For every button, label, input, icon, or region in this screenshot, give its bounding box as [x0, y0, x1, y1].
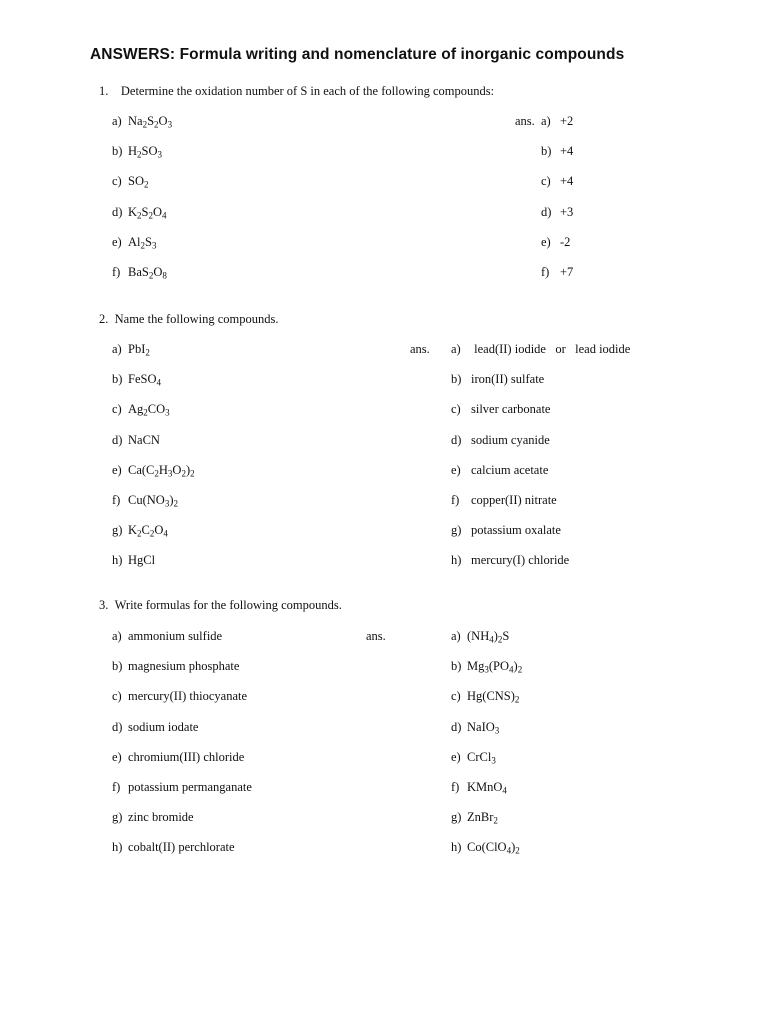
compound-formula: $Ag_2CO_3$ [128, 402, 170, 419]
item-letter: h) [112, 553, 123, 568]
item-letter: b) [112, 144, 123, 159]
answer-formula: CrCl$_3$ [467, 749, 496, 766]
item-letter: a) [112, 629, 122, 643]
compound-name-answer: iron(II) sulfate [471, 372, 545, 387]
item-letter: g) [112, 523, 123, 538]
answer-letter: f) [541, 265, 550, 279]
compound-name: cobalt(II) perchlorate [128, 840, 235, 855]
compound-formula: $Al_2S_3$ [128, 234, 157, 251]
item-letter: b) [112, 372, 123, 387]
q3-prompt: 3. Write formulas for the following compounds. [99, 598, 342, 612]
answer-letter: a) [451, 629, 461, 643]
compound-name-answer: sodium cyanide [471, 432, 550, 447]
answer-letter: h) [451, 840, 462, 855]
answer-letter: a) [541, 114, 551, 128]
oxidation-number: +4 [560, 174, 574, 189]
compound-name: zinc bromide [128, 810, 194, 825]
compound-formula: $K_2S_2O_4$ [128, 204, 167, 221]
item-letter: e) [112, 462, 122, 477]
answer-letter: d) [541, 204, 552, 219]
item-letter: a) [112, 114, 122, 128]
item-letter: g) [112, 810, 123, 825]
item-letter: d) [112, 204, 123, 219]
item-letter: d) [112, 719, 123, 734]
item-letter: d) [112, 432, 123, 447]
compound-formula: NaCN [128, 432, 160, 447]
item-letter: f) [112, 265, 121, 279]
answer-letter: b) [451, 659, 462, 674]
item-letter: e) [112, 749, 122, 764]
answer-letter: h) [451, 553, 462, 568]
compound-name: mercury(II) thiocyanate [128, 689, 248, 704]
answer-letter: a) [451, 342, 461, 356]
item-letter: c) [112, 689, 122, 704]
compound-formula: $K_2C_2O_4$ [128, 523, 168, 539]
answer-letter: c) [451, 689, 461, 704]
answer-letter: d) [451, 432, 462, 447]
oxidation-number: +2 [560, 114, 574, 128]
answer-formula: KMnO$_4$ [467, 780, 507, 796]
compound-name-answer: silver carbonate [471, 402, 551, 417]
compound-name: potassium permanganate [128, 780, 252, 794]
compound-name-answer: calcium acetate [471, 462, 549, 477]
answer-formula: NaIO$_3$ [467, 719, 500, 736]
compound-formula: PbI$_2$ [128, 342, 150, 358]
answer-letter: b) [451, 372, 462, 387]
item-letter: f) [112, 493, 121, 507]
answer-formula: $Mg_3(PO_4)_2$ [467, 659, 523, 675]
answer-letter: d) [451, 719, 462, 734]
compound-name: magnesium phosphate [128, 659, 240, 674]
answer-formula: $Co(ClO_4)_2$ [467, 840, 520, 857]
answer-letter: e) [451, 749, 461, 764]
compound-name-answer: lead(II) iodide or lead iodide [471, 342, 631, 356]
compound-name-answer: copper(II) nitrate [471, 493, 557, 507]
compound-name: ammonium sulfide [128, 629, 223, 643]
answer-formula: $(NH_4)_2S$ [467, 629, 510, 645]
q1-prompt: 1. Determine the oxidation number of S in each of the following compounds: [99, 84, 495, 98]
oxidation-number: +4 [560, 144, 574, 159]
compound-name-answer: potassium oxalate [471, 523, 561, 538]
answer-letter: e) [451, 462, 461, 477]
compound-formula: $BaS_2O_8$ [128, 265, 167, 281]
item-letter: h) [112, 840, 123, 855]
answer-letter: b) [541, 144, 552, 159]
oxidation-number: +3 [560, 204, 574, 219]
compound-formula: $Ca(C_2H_3O_2)_2$ [128, 462, 195, 479]
oxidation-number: -2 [560, 234, 571, 249]
item-letter: c) [112, 402, 122, 417]
compound-formula: HgCl [128, 553, 156, 568]
item-letter: b) [112, 659, 123, 674]
answer-letter: c) [451, 402, 461, 417]
ans-label: ans. [366, 629, 386, 643]
answer-letter: g) [451, 810, 462, 825]
compound-formula: $Na_2S_2O_3$ [128, 114, 173, 130]
item-letter: c) [112, 174, 122, 189]
ans-label: ans. [410, 342, 430, 356]
answer-letter: f) [451, 493, 460, 507]
answer-letter: c) [541, 174, 551, 189]
answer-letter: g) [451, 523, 462, 538]
compound-formula: $H_2SO_3$ [128, 144, 163, 160]
item-letter: f) [112, 780, 121, 794]
ans-label: ans. [515, 114, 535, 128]
compound-name: chromium(III) chloride [128, 749, 245, 764]
oxidation-number: +7 [560, 265, 574, 279]
compound-formula: $Cu(NO_3)_2$ [128, 493, 178, 509]
answer-letter: e) [541, 234, 551, 249]
compound-formula: $SO_2$ [128, 174, 149, 191]
item-letter: a) [112, 342, 122, 356]
answer-letter: f) [451, 780, 460, 794]
page-title: ANSWERS: Formula writing and nomenclature of inorganic compounds [90, 46, 625, 63]
answer-formula: ZnBr$_2$ [467, 810, 498, 826]
compound-formula: FeSO$_4$ [128, 372, 161, 388]
answer-formula: $Hg(CNS)_2$ [467, 689, 520, 706]
compound-name: sodium iodate [128, 719, 199, 734]
item-letter: e) [112, 234, 122, 249]
compound-name-answer: mercury(I) chloride [471, 553, 570, 568]
q2-prompt: 2. Name the following compounds. [99, 312, 279, 326]
